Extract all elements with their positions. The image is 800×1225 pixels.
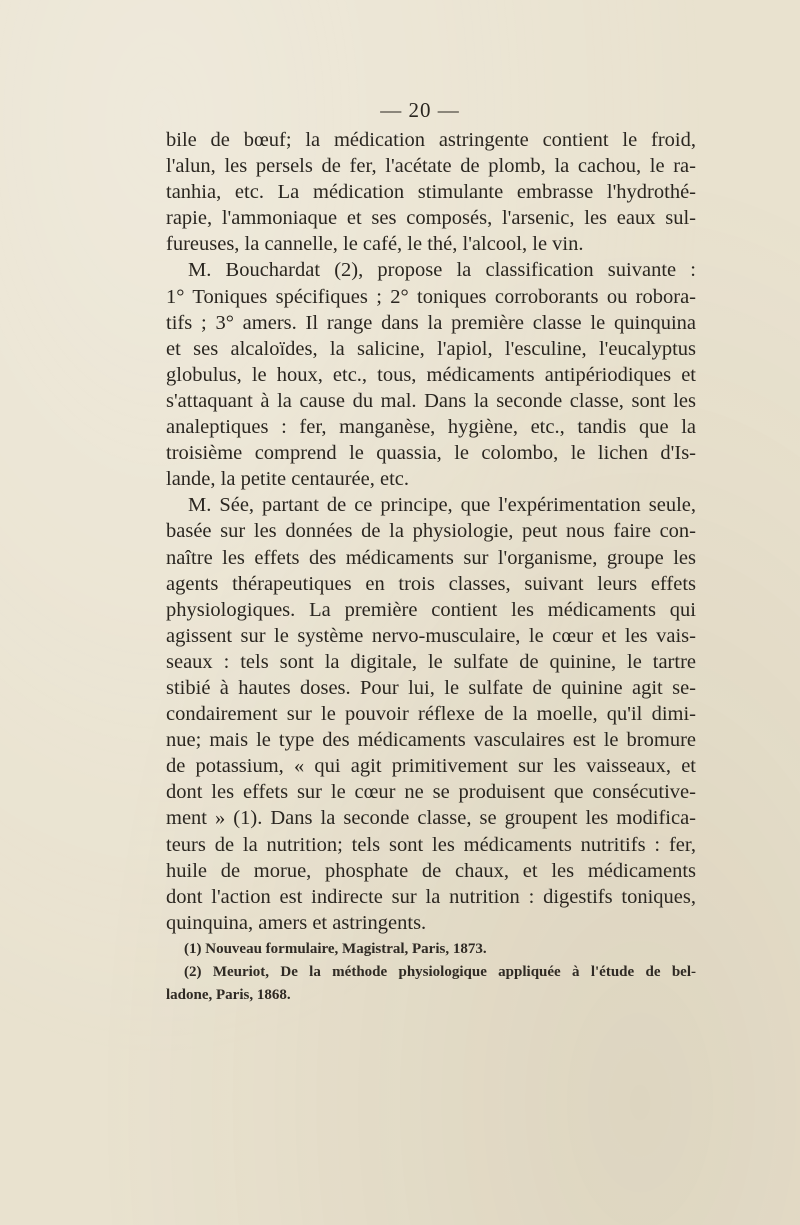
text-line: troisième comprend le quassia, le colombo, le lichen d'Is-: [166, 442, 696, 465]
text-line: huile de morue, phosphate de chaux, et les médicaments: [166, 859, 696, 882]
text-line: rapie, l'ammoniaque et ses composés, l'arsenic, les eaux sul-: [166, 207, 696, 230]
text-line: tifs ; 3° amers. Il range dans la première classe le quinquina: [166, 311, 696, 334]
text-line: quinquina, amers et astringents.: [166, 911, 427, 934]
text-line: globulus, le houx, etc., tous, médicaments antipériodiques et: [166, 363, 696, 386]
text-line: physiologiques. La première contient les médicaments qui: [166, 598, 696, 621]
text-line: s'attaquant à la cause du mal. Dans la seconde classe, sont les: [166, 389, 696, 412]
text-line: naître les effets des médicaments sur l'organisme, groupe les: [166, 546, 696, 569]
text-line: 1° Toniques spécifiques ; 2° toniques corroborants ou robora-: [166, 285, 696, 308]
footnotes: [166, 938, 696, 1007]
text-line: bile de bœuf; la médication astringente contient le froid,: [166, 129, 696, 151]
footnote-line: (2) Meuriot, De la méthode physiologique appliquée à l'étude de bel-: [184, 964, 696, 980]
footnote-line: (1) Nouveau formulaire, Magistral, Paris, 1873.: [184, 941, 487, 957]
text-line: M. Sée, partant de ce principe, que l'expérimentation seule,: [188, 494, 696, 517]
text-line: condairement sur le pouvoir réflexe de la moelle, qu'il dimi-: [166, 703, 696, 726]
text-line: et ses alcaloïdes, la salicine, l'apiol, l'esculine, l'eucalyptus: [166, 337, 696, 360]
text-line: fureuses, la cannelle, le café, le thé, l'alcool, le vin.: [166, 233, 584, 256]
text-line: basée sur les données de la physiologie, peut nous faire con-: [166, 520, 696, 543]
text-line: lande, la petite centaurée, etc.: [166, 468, 410, 491]
text-line: l'alun, les persels de fer, l'acétate de plomb, la cachou, le ra-: [166, 155, 696, 178]
text-line: analeptiques : fer, manganèse, hygiène, etc., tandis que la: [166, 416, 696, 439]
text-line: agents thérapeutiques en trois classes, suivant leurs effets: [166, 572, 696, 595]
text-line: stibié à hautes doses. Pour lui, le sulfate de quinine agit se-: [166, 676, 696, 699]
text-line: tanhia, etc. La médication stimulante embrasse l'hydrothé-: [166, 181, 696, 204]
page-number: — 20 —: [380, 98, 460, 122]
text-line: de potassium, « qui agit primitivement sur les vaisseaux, et: [166, 755, 696, 778]
text-line: M. Bouchardat (2), propose la classification suivante :: [188, 259, 696, 282]
text-line: agissent sur le système nervo-musculaire, le cœur et les vais-: [166, 624, 696, 647]
text-line: dont l'action est indirecte sur la nutrition : digestifs toniques,: [166, 885, 696, 908]
body-text: [166, 127, 696, 936]
footnote-line: ladone, Paris, 1868.: [166, 987, 291, 1003]
text-line: nue; mais le type des médicaments vasculaires est le bromure: [166, 729, 696, 752]
text-line: teurs de la nutrition; tels sont les médicaments nutritifs : fer,: [166, 833, 696, 856]
text-line: seaux : tels sont la digitale, le sulfate de quinine, le tartre: [166, 650, 696, 673]
text-line: dont les effets sur le cœur ne se produisent que consécutive-: [166, 781, 696, 804]
text-line: ment » (1). Dans la seconde classe, se groupent les modifica-: [166, 807, 696, 830]
